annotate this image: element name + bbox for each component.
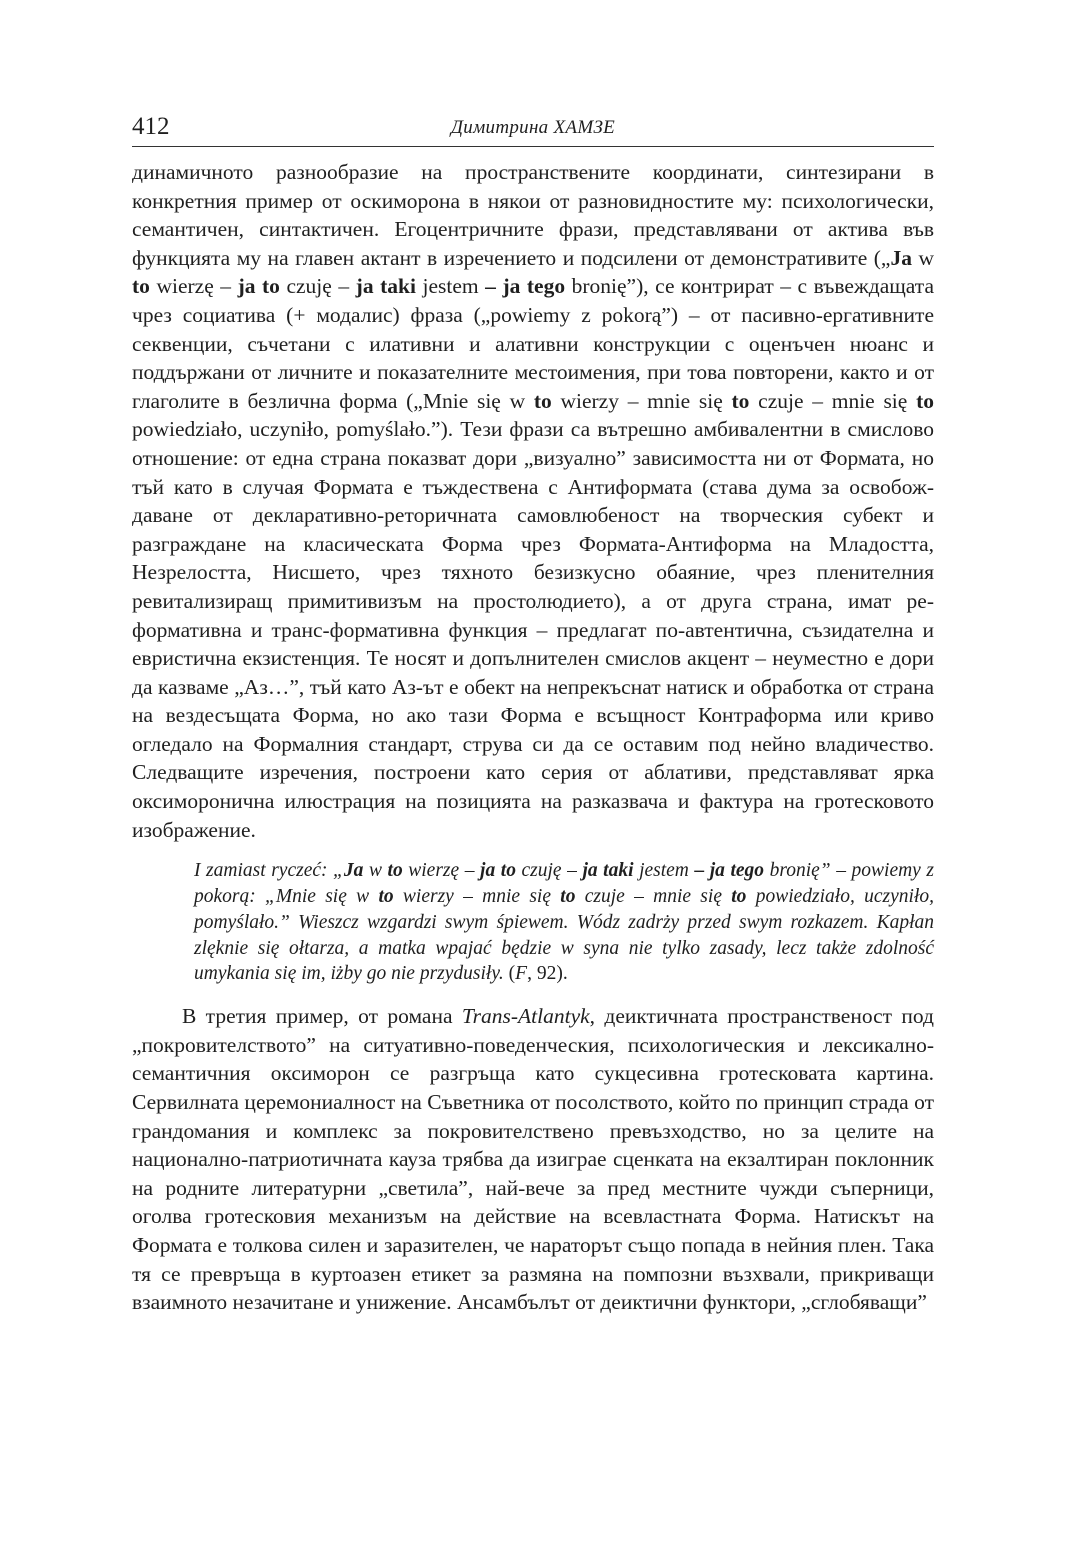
text-run: w [363,860,388,882]
text-run: powiedziało, uczyniło, pomyślało.”). Тези фрази са вътрешно амбивалентни в смислово отношение: от една страна показват дори „визуално” зависимостта ни от Формата, но тъй като в случая Формата е тъждествена с Антиформата (става дума за освобождаване от декларативно-реторичната самовлюбеност на творческия субект и разграждане на класическата Форма чрез Формата-Антиформа на Младостта, Незрелостта, Нисшето, чрез тяхното безизкусно обаяние, чрез пленителния ревитализиращ примитивизъм на простолюдието), а от друга страна, имат реформативна и транс-формативна функция – предлагат по-автентична, съзидателна и евристична екзистенция. Те носят и допълнителен смислов акцент – неуместно е дори да казваме „Аз…”, тъй като Аз-ът е обект на непрекъснат натиск и обработка от страна на вездесъщата Форма, но ако тази Форма е всъщност Контраформа или криво огледало на Формалния стандарт, струва си да се оставим под нейно владичество. Следващите изречения, построени като серия от аблативи, представляват ярка оксиморонична илюстрация на позицията на разказвача и фактура на гротесковото изображение. [132,417,934,842]
running-head [132,112,934,147]
text-run: jestem [415,274,486,299]
text-run: ja to [480,860,516,882]
running-title: Димитрина ХАМЗЕ [450,117,616,138]
page-body [132,158,934,1317]
text-run: ( [508,963,516,985]
text-run: I zamiast ryczeć: „ [194,860,344,882]
text-run: czuje – mnie się [575,886,732,908]
text-run: Trans-Atlantyk [461,1004,590,1029]
text-run: powiedziało, uczyniło, pomyślało.” Wieszcz wzgardzi swym śpiewem. Wódz zadrży przed swym rozkazem. Kapłan zlęknie się ołtarza, a matka wpajać będzie w syna nie tylko zasady, lecz także zdolność umykania się im, iżby go nie przydusiły. [194,886,934,985]
text-run: to [533,388,552,413]
text-run: w [911,245,934,270]
text-run: – ja tego [485,274,566,299]
text-run: wierzę – [149,274,238,299]
text-run: ja to [237,274,280,299]
text-run: jestem [633,860,695,882]
block-quote [194,858,934,987]
text-run: to [132,274,150,299]
text-run: to [731,886,747,908]
text-run: Ja [890,245,912,270]
text-run: В третия пример, от романа [182,1004,462,1029]
text-run: , деиктичната пространственост под „покровителството” на ситуативно-поведенческия, психологическия и лексикално-семантичния оксиморон се разгръща като сукцесивна гротесковата картина. Сервилната церемониалност на Съветника от посолството, който по принцип страда от грандомания и комплекс за покровителствено превъзходство, но за целите на национално-патриотичната кауза трябва да изиграе сценката на екзалтиран поклонник на родните литературни „светила”, най-вече за пред местните чужди съперници, оголва гротесковия механизъм на действие на всевластната Форма. Натискът на Формата е толкова силен и заразителен, че нараторът също попада в нейния плен. Така тя се превръща в куртоазен етикет за размяна на помпозни възхвали, прикриващи взаимното незачитане и унижение. Ансамбълът от деиктични функтори, „сглобяващи” [132,1004,934,1315]
text-run: , 92). [527,963,568,985]
text-run: to [378,886,394,908]
text-run: Ja [343,860,364,882]
text-run: ja taki [355,274,416,299]
text-run: to [387,860,403,882]
text-run: czuje – mnie się [749,388,917,413]
text-run: czuję – [515,860,583,882]
text-run: ja taki [582,860,634,882]
paragraph-1 [132,158,934,844]
paragraph-2 [132,1002,934,1317]
text-run: wierzy – mnie się [551,388,732,413]
text-run: динамичното разнообразие на пространствените координати, синтезирани в конкретния пример от оскиморона в някои от разновидностите му: психологически, семантичен, синтактичен. Егоцентричните фрази, представлявани от актива във функцията му на главен актант в изречението и подсилени от демонстративите („ [132,160,934,270]
text-run: bronię” – powiemy z pokorą: „Mnie się w [194,860,934,908]
page-number: 412 [132,113,170,140]
text-run: – ja tego [694,860,765,882]
text-run: to [560,886,576,908]
text-run: to [916,388,934,413]
text-run: wierzy – mnie się [393,886,561,908]
text-run: czuję – [279,274,356,299]
text-run: to [731,388,750,413]
text-run: F [515,963,528,985]
text-run: bronię”), се контрират – с въвеждащата чрез социатива (+ модалис) фраза („powiemy z pokorą”) – от пасивно-ергативните секвенции, съчетани с илативни и алативни конструкции с оценъчен нюанс и поддържани от личните и показателните местоимения, при това повторени, както и от глаголите в безлична форма („Mnie się w [132,274,934,413]
text-run: wierzę – [402,860,481,882]
